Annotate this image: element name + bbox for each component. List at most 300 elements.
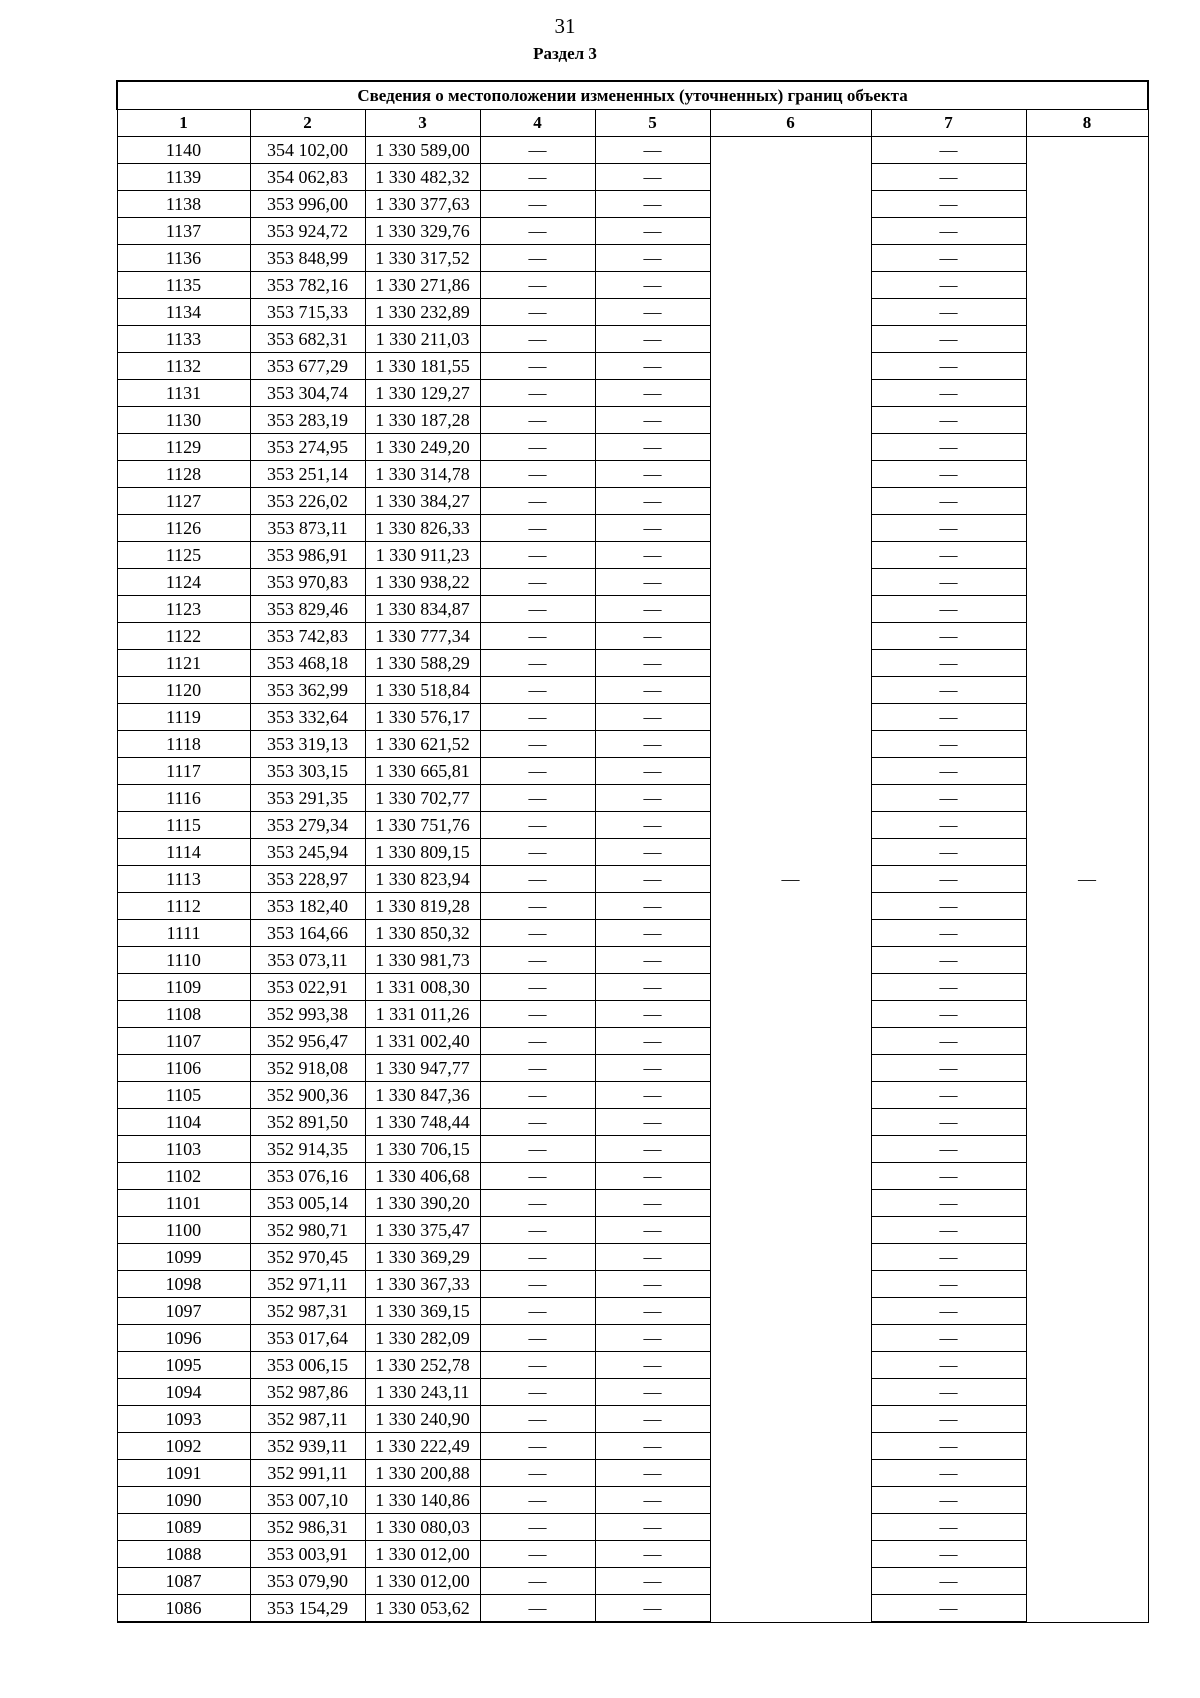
column-4-cell: — [480, 785, 595, 812]
column-7-cell: — [871, 731, 1026, 758]
column-7-cell: — [871, 407, 1026, 434]
x-coordinate-cell: 353 079,90 [250, 1568, 365, 1595]
column-7-cell: — [871, 164, 1026, 191]
column-header-row [117, 110, 1148, 137]
table-row [117, 1460, 1148, 1487]
column-5-cell: — [595, 1298, 710, 1325]
column-5-cell: — [595, 623, 710, 650]
x-coordinate-cell: 352 987,31 [250, 1298, 365, 1325]
point-number-cell: 1121 [117, 650, 250, 677]
x-coordinate-cell: 353 677,29 [250, 353, 365, 380]
column-4-cell: — [480, 1055, 595, 1082]
table-row [117, 1136, 1148, 1163]
column-5-cell: — [595, 1460, 710, 1487]
column-7-cell: — [871, 137, 1026, 164]
x-coordinate-cell: 354 102,00 [250, 137, 365, 164]
x-coordinate-cell: 353 829,46 [250, 596, 365, 623]
y-coordinate-cell: 1 330 938,22 [365, 569, 480, 596]
point-number-cell: 1092 [117, 1433, 250, 1460]
column-7-cell: — [871, 1298, 1026, 1325]
column-4-cell: — [480, 812, 595, 839]
y-coordinate-cell: 1 330 482,32 [365, 164, 480, 191]
y-coordinate-cell: 1 330 314,78 [365, 461, 480, 488]
table-row [117, 272, 1148, 299]
y-coordinate-cell: 1 330 329,76 [365, 218, 480, 245]
table-row [117, 1271, 1148, 1298]
y-coordinate-cell: 1 331 008,30 [365, 974, 480, 1001]
x-coordinate-cell: 353 319,13 [250, 731, 365, 758]
column-5-cell: — [595, 650, 710, 677]
column-7-cell: — [871, 353, 1026, 380]
point-number-cell: 1095 [117, 1352, 250, 1379]
column-4-cell: — [480, 1271, 595, 1298]
column-4-cell: — [480, 893, 595, 920]
point-number-cell: 1105 [117, 1082, 250, 1109]
table-row [117, 1541, 1148, 1568]
column-4-cell: — [480, 1298, 595, 1325]
column-5-cell: — [595, 1271, 710, 1298]
column-4-cell: — [480, 1352, 595, 1379]
table-row [117, 650, 1148, 677]
point-number-cell: 1104 [117, 1109, 250, 1136]
table-row [117, 893, 1148, 920]
section-title: Раздел 3 [533, 44, 597, 63]
point-number-cell: 1122 [117, 623, 250, 650]
column-5-cell: — [595, 731, 710, 758]
x-coordinate-cell: 353 164,66 [250, 920, 365, 947]
column-4-cell: — [480, 488, 595, 515]
column-5-cell: — [595, 461, 710, 488]
column-7-cell: — [871, 1271, 1026, 1298]
column-4-cell: — [480, 245, 595, 272]
y-coordinate-cell: 1 330 589,00 [365, 137, 480, 164]
table-row [117, 299, 1148, 326]
point-number-cell: 1097 [117, 1298, 250, 1325]
point-number-cell: 1118 [117, 731, 250, 758]
point-number-cell: 1086 [117, 1595, 250, 1623]
column-5-cell: — [595, 137, 710, 164]
column-7-cell: — [871, 974, 1026, 1001]
column-4-cell: — [480, 1028, 595, 1055]
point-number-cell: 1120 [117, 677, 250, 704]
x-coordinate-cell: 353 304,74 [250, 380, 365, 407]
column-5-cell: — [595, 1541, 710, 1568]
column-4-cell: — [480, 677, 595, 704]
column-4-cell: — [480, 137, 595, 164]
point-number-cell: 1094 [117, 1379, 250, 1406]
y-coordinate-cell: 1 330 911,23 [365, 542, 480, 569]
column-5-cell: — [595, 164, 710, 191]
table-row [117, 191, 1148, 218]
column-5-cell: — [595, 1568, 710, 1595]
column-4-cell: — [480, 1325, 595, 1352]
y-coordinate-cell: 1 330 702,77 [365, 785, 480, 812]
column-4-cell: — [480, 1487, 595, 1514]
point-number-cell: 1129 [117, 434, 250, 461]
column-7-cell: — [871, 1217, 1026, 1244]
point-number-cell: 1088 [117, 1541, 250, 1568]
y-coordinate-cell: 1 330 377,63 [365, 191, 480, 218]
table-row [117, 1298, 1148, 1325]
point-number-cell: 1134 [117, 299, 250, 326]
y-coordinate-cell: 1 330 012,00 [365, 1541, 480, 1568]
column-7-cell: — [871, 1595, 1026, 1623]
point-number-cell: 1116 [117, 785, 250, 812]
y-coordinate-cell: 1 330 748,44 [365, 1109, 480, 1136]
x-coordinate-cell: 352 918,08 [250, 1055, 365, 1082]
column-7-cell: — [871, 785, 1026, 812]
column-5-cell: — [595, 407, 710, 434]
point-number-cell: 1111 [117, 920, 250, 947]
column-5-cell: — [595, 1109, 710, 1136]
column-5-cell: — [595, 218, 710, 245]
y-coordinate-cell: 1 331 011,26 [365, 1001, 480, 1028]
table-row [117, 947, 1148, 974]
column-5-cell: — [595, 812, 710, 839]
y-coordinate-cell: 1 330 187,28 [365, 407, 480, 434]
table-row [117, 1244, 1148, 1271]
point-number-cell: 1101 [117, 1190, 250, 1217]
y-coordinate-cell: 1 330 390,20 [365, 1190, 480, 1217]
x-coordinate-cell: 352 991,11 [250, 1460, 365, 1487]
column-7-cell: — [871, 866, 1026, 893]
column-5-cell: — [595, 866, 710, 893]
table-row [117, 569, 1148, 596]
x-coordinate-cell: 352 900,36 [250, 1082, 365, 1109]
x-coordinate-cell: 352 891,50 [250, 1109, 365, 1136]
x-coordinate-cell: 352 939,11 [250, 1433, 365, 1460]
table-row [117, 1379, 1148, 1406]
column-5-cell: — [595, 326, 710, 353]
table-row [117, 515, 1148, 542]
column-4-cell: — [480, 542, 595, 569]
column-7-cell: — [871, 1514, 1026, 1541]
column-4-cell: — [480, 596, 595, 623]
point-number-cell: 1089 [117, 1514, 250, 1541]
column-5-cell: — [595, 1325, 710, 1352]
column-7-cell: — [871, 623, 1026, 650]
column-header: 8 [1026, 110, 1148, 137]
point-number-cell: 1103 [117, 1136, 250, 1163]
column-5-cell: — [595, 1001, 710, 1028]
y-coordinate-cell: 1 331 002,40 [365, 1028, 480, 1055]
column-5-cell: — [595, 1595, 710, 1623]
column-7-cell: — [871, 1487, 1026, 1514]
column-5-cell: — [595, 191, 710, 218]
column-4-cell: — [480, 704, 595, 731]
point-number-cell: 1125 [117, 542, 250, 569]
y-coordinate-cell: 1 330 181,55 [365, 353, 480, 380]
column-4-cell: — [480, 974, 595, 1001]
column-4-cell: — [480, 623, 595, 650]
column-4-cell: — [480, 1595, 595, 1623]
point-number-cell: 1112 [117, 893, 250, 920]
column-5-cell: — [595, 920, 710, 947]
column-5-cell: — [595, 1028, 710, 1055]
point-number-cell: 1117 [117, 758, 250, 785]
column-4-cell: — [480, 515, 595, 542]
column-header: 2 [250, 110, 365, 137]
column-7-cell: — [871, 1001, 1026, 1028]
point-number-cell: 1109 [117, 974, 250, 1001]
x-coordinate-cell: 353 742,83 [250, 623, 365, 650]
table-row [117, 920, 1148, 947]
column-5-cell: — [595, 974, 710, 1001]
point-number-cell: 1107 [117, 1028, 250, 1055]
y-coordinate-cell: 1 330 847,36 [365, 1082, 480, 1109]
y-coordinate-cell: 1 330 850,32 [365, 920, 480, 947]
table-row [117, 1406, 1148, 1433]
column-7-cell: — [871, 1082, 1026, 1109]
x-coordinate-cell: 353 007,10 [250, 1487, 365, 1514]
point-number-cell: 1108 [117, 1001, 250, 1028]
column-4-cell: — [480, 1460, 595, 1487]
column-4-cell: — [480, 1568, 595, 1595]
x-coordinate-cell: 353 970,83 [250, 569, 365, 596]
point-number-cell: 1123 [117, 596, 250, 623]
x-coordinate-cell: 353 003,91 [250, 1541, 365, 1568]
table-row [117, 1109, 1148, 1136]
x-coordinate-cell: 353 279,34 [250, 812, 365, 839]
x-coordinate-cell: 353 468,18 [250, 650, 365, 677]
column-4-cell: — [480, 434, 595, 461]
y-coordinate-cell: 1 330 140,86 [365, 1487, 480, 1514]
column-5-cell: — [595, 1055, 710, 1082]
column-4-cell: — [480, 1406, 595, 1433]
column-4-cell: — [480, 191, 595, 218]
point-number-cell: 1093 [117, 1406, 250, 1433]
column-7-cell: — [871, 569, 1026, 596]
column-4-cell: — [480, 650, 595, 677]
x-coordinate-cell: 353 303,15 [250, 758, 365, 785]
column-4-cell: — [480, 326, 595, 353]
column-5-cell: — [595, 542, 710, 569]
table-row [117, 866, 1148, 893]
y-coordinate-cell: 1 330 375,47 [365, 1217, 480, 1244]
column-4-cell: — [480, 731, 595, 758]
table-row [117, 1055, 1148, 1082]
table-row [117, 1352, 1148, 1379]
x-coordinate-cell: 353 283,19 [250, 407, 365, 434]
point-number-cell: 1113 [117, 866, 250, 893]
point-number-cell: 1136 [117, 245, 250, 272]
column-7-cell: — [871, 1433, 1026, 1460]
x-coordinate-cell: 353 924,72 [250, 218, 365, 245]
column-5-cell: — [595, 1514, 710, 1541]
x-coordinate-cell: 352 987,86 [250, 1379, 365, 1406]
x-coordinate-cell: 353 782,16 [250, 272, 365, 299]
column-4-cell: — [480, 272, 595, 299]
x-coordinate-cell: 353 362,99 [250, 677, 365, 704]
column-7-cell: — [871, 1109, 1026, 1136]
point-number-cell: 1124 [117, 569, 250, 596]
table-row [117, 623, 1148, 650]
x-coordinate-cell: 353 076,16 [250, 1163, 365, 1190]
x-coordinate-cell: 353 848,99 [250, 245, 365, 272]
x-coordinate-cell: 352 971,11 [250, 1271, 365, 1298]
point-number-cell: 1102 [117, 1163, 250, 1190]
y-coordinate-cell: 1 330 252,78 [365, 1352, 480, 1379]
y-coordinate-cell: 1 330 384,27 [365, 488, 480, 515]
table-row [117, 1217, 1148, 1244]
column-4-cell: — [480, 1514, 595, 1541]
column-7-cell: — [871, 380, 1026, 407]
x-coordinate-cell: 353 251,14 [250, 461, 365, 488]
column-7-cell: — [871, 461, 1026, 488]
table-row [117, 1514, 1148, 1541]
point-number-cell: 1087 [117, 1568, 250, 1595]
column-5-cell: — [595, 569, 710, 596]
column-7-cell: — [871, 1406, 1026, 1433]
column-7-cell: — [871, 1568, 1026, 1595]
y-coordinate-cell: 1 330 576,17 [365, 704, 480, 731]
x-coordinate-cell: 353 996,00 [250, 191, 365, 218]
y-coordinate-cell: 1 330 588,29 [365, 650, 480, 677]
column-4-cell: — [480, 1136, 595, 1163]
point-number-cell: 1096 [117, 1325, 250, 1352]
column-4-cell: — [480, 1082, 595, 1109]
y-coordinate-cell: 1 330 282,09 [365, 1325, 480, 1352]
table-row [117, 1028, 1148, 1055]
table-row [117, 164, 1148, 191]
column-7-cell: — [871, 1460, 1026, 1487]
y-coordinate-cell: 1 330 834,87 [365, 596, 480, 623]
table-row [117, 218, 1148, 245]
table-row [117, 1568, 1148, 1595]
column-5-cell: — [595, 839, 710, 866]
y-coordinate-cell: 1 330 706,15 [365, 1136, 480, 1163]
column-header: 7 [871, 110, 1026, 137]
column-7-cell: — [871, 839, 1026, 866]
point-number-cell: 1135 [117, 272, 250, 299]
y-coordinate-cell: 1 330 249,20 [365, 434, 480, 461]
point-number-cell: 1137 [117, 218, 250, 245]
table-row [117, 596, 1148, 623]
column-5-cell: — [595, 1217, 710, 1244]
table-row [117, 245, 1148, 272]
column-4-cell: — [480, 920, 595, 947]
column-7-cell: — [871, 1541, 1026, 1568]
x-coordinate-cell: 353 986,91 [250, 542, 365, 569]
table-row [117, 353, 1148, 380]
column-header: 3 [365, 110, 480, 137]
column-7-cell: — [871, 650, 1026, 677]
x-coordinate-cell: 353 274,95 [250, 434, 365, 461]
column-7-cell: — [871, 1325, 1026, 1352]
y-coordinate-cell: 1 330 621,52 [365, 731, 480, 758]
y-coordinate-cell: 1 330 240,90 [365, 1406, 480, 1433]
column-4-cell: — [480, 1190, 595, 1217]
column-5-cell: — [595, 1163, 710, 1190]
x-coordinate-cell: 352 914,35 [250, 1136, 365, 1163]
column-7-cell: — [871, 515, 1026, 542]
column-7-cell: — [871, 218, 1026, 245]
table-row [117, 1163, 1148, 1190]
table-row [117, 812, 1148, 839]
table-row [117, 1325, 1148, 1352]
column-6-merged-cell: — [710, 137, 871, 1623]
column-7-cell: — [871, 893, 1026, 920]
column-4-cell: — [480, 380, 595, 407]
column-8-merged-cell: — [1026, 137, 1148, 1623]
y-coordinate-cell: 1 330 080,03 [365, 1514, 480, 1541]
column-7-cell: — [871, 677, 1026, 704]
y-coordinate-cell: 1 330 751,76 [365, 812, 480, 839]
point-number-cell: 1128 [117, 461, 250, 488]
page-number: 31 [554, 14, 576, 38]
column-header: 6 [710, 110, 871, 137]
table-row [117, 461, 1148, 488]
x-coordinate-cell: 354 062,83 [250, 164, 365, 191]
y-coordinate-cell: 1 330 947,77 [365, 1055, 480, 1082]
column-7-cell: — [871, 812, 1026, 839]
column-header: 1 [117, 110, 250, 137]
y-coordinate-cell: 1 330 981,73 [365, 947, 480, 974]
x-coordinate-cell: 352 986,31 [250, 1514, 365, 1541]
column-5-cell: — [595, 1244, 710, 1271]
table-row [117, 1190, 1148, 1217]
column-5-cell: — [595, 947, 710, 974]
point-number-cell: 1106 [117, 1055, 250, 1082]
column-4-cell: — [480, 758, 595, 785]
point-number-cell: 1138 [117, 191, 250, 218]
column-5-cell: — [595, 515, 710, 542]
x-coordinate-cell: 353 226,02 [250, 488, 365, 515]
column-4-cell: — [480, 1244, 595, 1271]
column-7-cell: — [871, 326, 1026, 353]
table-row [117, 677, 1148, 704]
column-4-cell: — [480, 164, 595, 191]
column-4-cell: — [480, 1001, 595, 1028]
x-coordinate-cell: 353 873,11 [250, 515, 365, 542]
point-number-cell: 1115 [117, 812, 250, 839]
point-number-cell: 1100 [117, 1217, 250, 1244]
column-5-cell: — [595, 299, 710, 326]
y-coordinate-cell: 1 330 211,03 [365, 326, 480, 353]
table-row [117, 137, 1148, 164]
y-coordinate-cell: 1 330 518,84 [365, 677, 480, 704]
table-row [117, 1595, 1148, 1623]
column-5-cell: — [595, 1190, 710, 1217]
column-7-cell: — [871, 1163, 1026, 1190]
column-7-cell: — [871, 1244, 1026, 1271]
column-4-cell: — [480, 1163, 595, 1190]
y-coordinate-cell: 1 330 200,88 [365, 1460, 480, 1487]
table-row [117, 542, 1148, 569]
column-7-cell: — [871, 434, 1026, 461]
table-caption: Сведения о местоположении измененных (уточненных) границ объекта [117, 81, 1148, 110]
point-number-cell: 1091 [117, 1460, 250, 1487]
x-coordinate-cell: 353 154,29 [250, 1595, 365, 1623]
column-5-cell: — [595, 1082, 710, 1109]
x-coordinate-cell: 352 956,47 [250, 1028, 365, 1055]
y-coordinate-cell: 1 330 665,81 [365, 758, 480, 785]
column-5-cell: — [595, 1379, 710, 1406]
point-number-cell: 1114 [117, 839, 250, 866]
table-row [117, 731, 1148, 758]
column-5-cell: — [595, 1487, 710, 1514]
y-coordinate-cell: 1 330 369,29 [365, 1244, 480, 1271]
x-coordinate-cell: 352 980,71 [250, 1217, 365, 1244]
column-7-cell: — [871, 542, 1026, 569]
column-7-cell: — [871, 1028, 1026, 1055]
column-7-cell: — [871, 1136, 1026, 1163]
y-coordinate-cell: 1 330 053,62 [365, 1595, 480, 1623]
x-coordinate-cell: 353 006,15 [250, 1352, 365, 1379]
column-4-cell: — [480, 1109, 595, 1136]
point-number-cell: 1132 [117, 353, 250, 380]
column-4-cell: — [480, 353, 595, 380]
